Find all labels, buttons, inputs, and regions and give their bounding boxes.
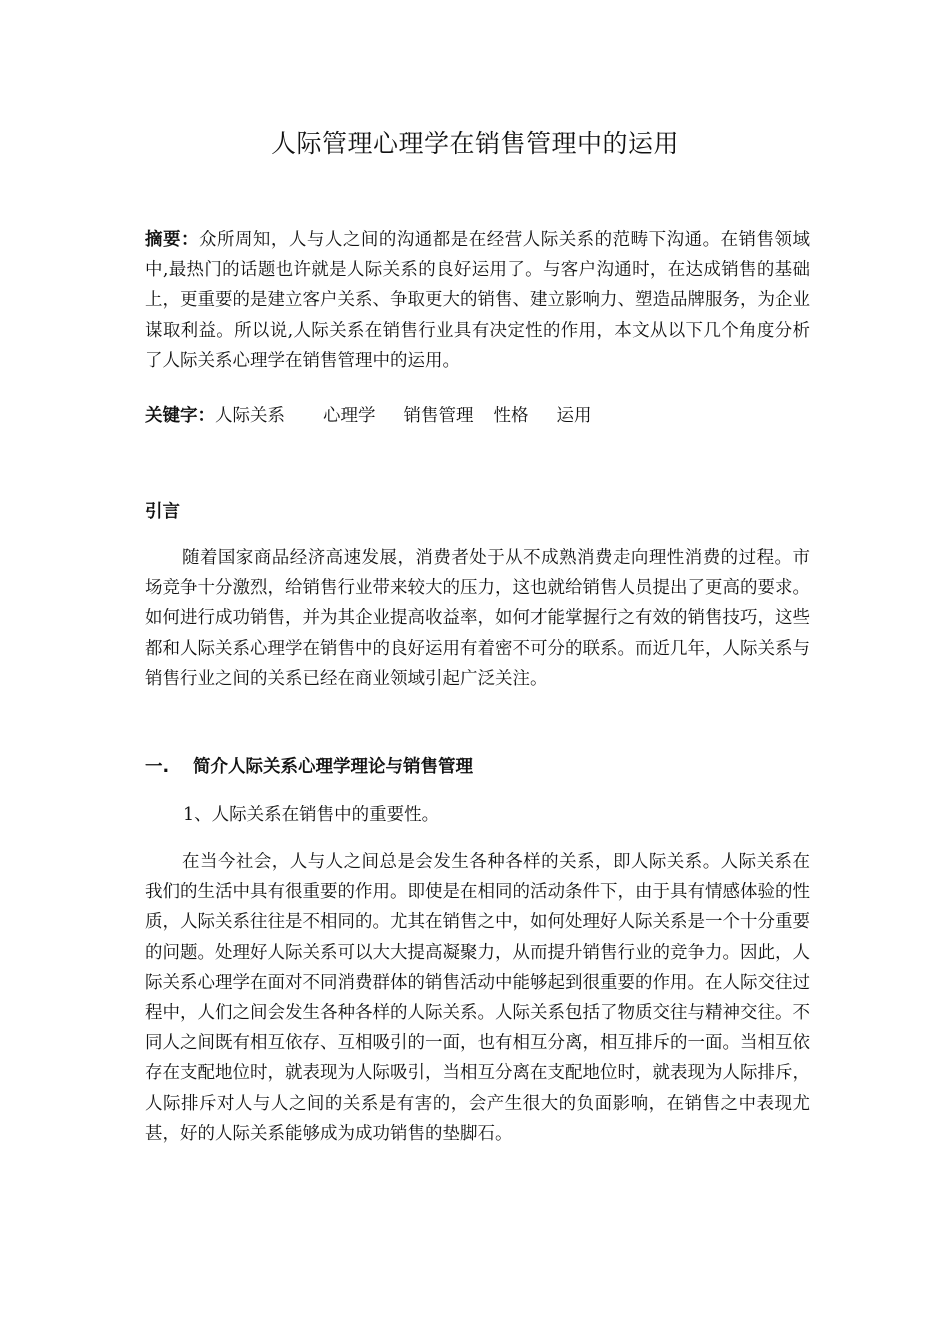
document-title: 人际管理心理学在销售管理中的运用 — [270, 129, 679, 158]
keyword-item: 心理学 — [323, 406, 376, 426]
keyword-item: 销售管理 — [403, 406, 474, 426]
abstract-text: 众所周知，人与人之间的沟通都是在经营人际关系的范畴下沟通。在销售领域中,最热门的话题也许就是人际关系的良好运用了。与客户沟通时，在达成销售的基础上，更重要的是建立客户关系、争取更大的销售、建立影响力、塑造品牌服务，为企业谋取利益。所以说,人际关系在销售行业具有决定性的作用，本文从以下几个角度分析了人际关系心理学在销售管理中的运用。 — [145, 230, 811, 371]
abstract-label: 摘要： — [145, 230, 199, 250]
keyword-item: 性格 — [493, 406, 529, 426]
keyword-item: 人际关系 — [215, 406, 285, 426]
intro-heading: 引言 — [145, 502, 180, 522]
section-number: 一. — [145, 757, 170, 777]
keyword-item: 运用 — [556, 406, 592, 426]
keywords-line — [145, 401, 810, 431]
intro-paragraph: 随着国家商品经济高速发展，消费者处于从不成熟消费走向理性消费的过程。市场竞争十分激烈，给销售行业带来较大的压力，这也就给销售人员提出了更高的要求。如何进行成功销售，并为其企业提高收益率，如何才能掌握行之有效的销售技巧，这些都和人际关系心理学在销售中的良好运用有着密不可分的联系。而近几年，人际关系与销售行业之间的关系已经在商业领域引起广泛关注。 — [145, 548, 810, 689]
keywords-label: 关键字： — [145, 406, 215, 426]
subsection-heading: 1、人际关系在销售中的重要性。 — [183, 805, 440, 825]
section-title: 简介人际关系心理学理论与销售管理 — [193, 757, 473, 777]
abstract-paragraph — [145, 225, 810, 376]
body-paragraph: 在当今社会，人与人之间总是会发生各种各样的关系，即人际关系。人际关系在我们的生活中具有很重要的作用。即使是在相同的活动条件下，由于具有情感体验的性质，人际关系往往是不相同的。尤其在销售之中，如何处理好人际关系是一个十分重要的问题。处理好人际关系可以大大提高凝聚力，从而提升销售行业的竞争力。因此，人际关系心理学在面对不同消费群体的销售活动中能够起到很重要的作用。在人际交往过程中，人们之间会发生各种各样的人际关系。人际关系包括了物质交往与精神交往。不同人之间既有相互依存、互相吸引的一面，也有相互分离，相互排斥的一面。当相互依存在支配地位时，就表现为人际吸引，当相互分离在支配地位时，就表现为人际排斥，人际排斥对人与人之间的关系是有害的，会产生很大的负面影响，在销售之中表现尤甚，好的人际关系能够成为成功销售的垫脚石。 — [145, 852, 810, 1144]
section-heading — [145, 752, 473, 782]
